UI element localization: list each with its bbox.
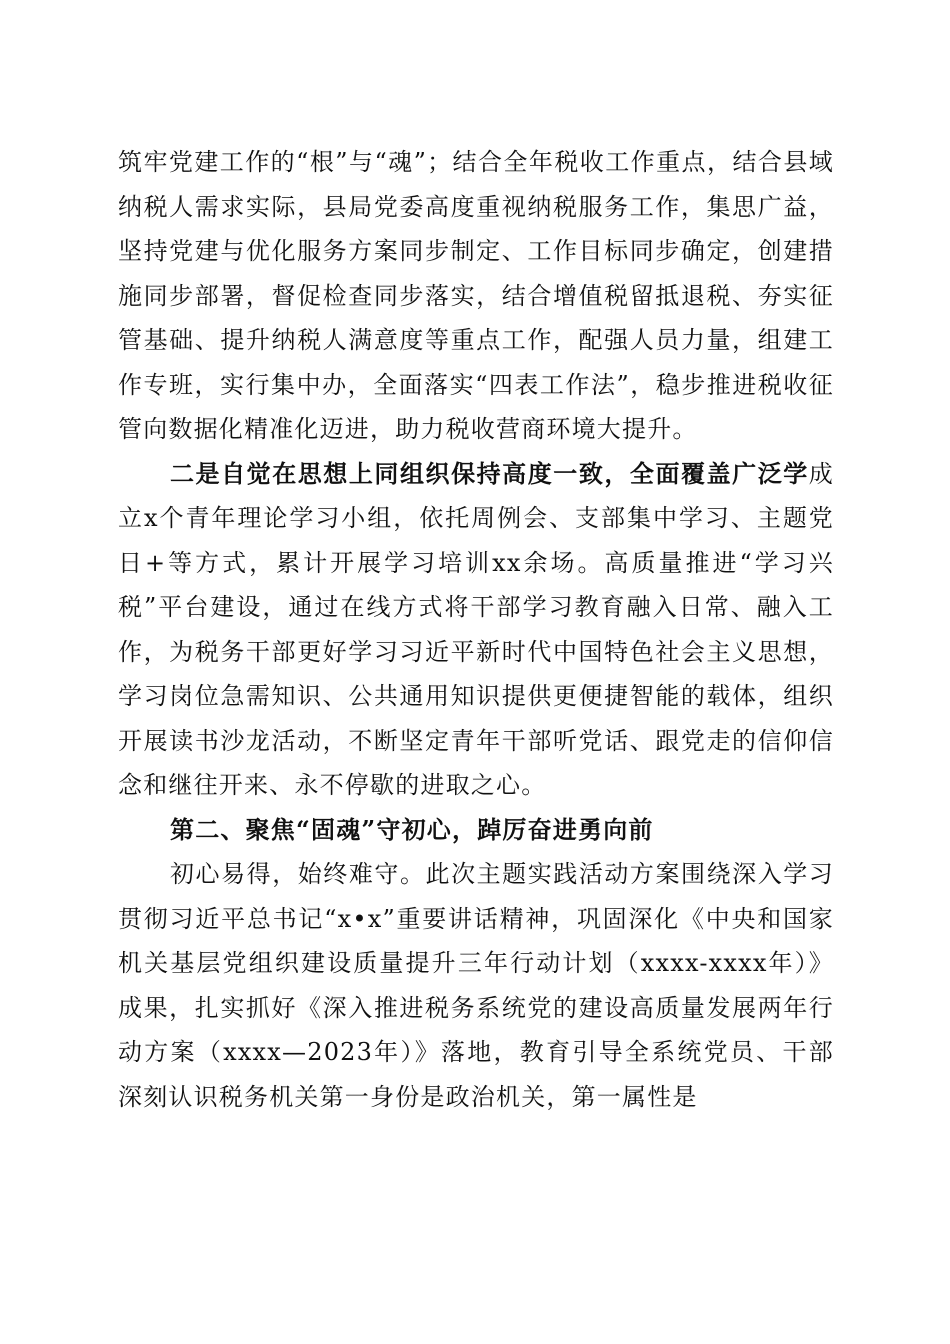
paragraph-2-lead: 二是自觉在思想上同组织保持高度一致，全面覆盖广泛学 [170,458,809,488]
paragraph-3: 初心易得，始终难守。此次主题实践活动方案围绕深入学习贯彻习近平总书记“x•x”重要讲话精神，巩固深化《中央和国家机关基层党组织建设质量提升三年行动计划（xxxx-xxxx年）》成果，扎实抓好《深入推进税务系统党的建设高质量发展两年行动方案（xxxx—2023年）》落地，教育引导全系统党员、干部深刻认识税务机关第一身份是政治机关，第一属性是 [118,860,834,1111]
section-heading: 第二、聚焦“固魂”守初心，踔厉奋进勇向前 [170,814,654,844]
paragraph-2 [118,452,834,808]
paragraph-2-body: 成立x个青年理论学习小组，依托周例会、支部集中学习、主题党日+等方式，累计开展学习培训xx余场。高质量推进“学习兴税”平台建设，通过在线方式将干部学习教育融入日常、融入工作，为税务干部更好学习习近平新时代中国特色社会主义思想，学习岗位急需知识、公共通用知识提供更便捷智能的载体，组织开展读书沙龙活动，不断坚定青年干部听党话、跟党走的信仰信念和继往开来、永不停歇的进取之心。 [118,459,834,799]
paragraph-1: 筑牢党建工作的“根”与“魂”；结合全年税收工作重点，结合县域纳税人需求实际，县局党委高度重视纳税服务工作，集思广益，坚持党建与优化服务方案同步制定、工作目标同步确定，创建措施同步部署，督促检查同步落实，结合增值税留抵退税、夯实征管基础、提升纳税人满意度等重点工作，配强人员力量，组建工作专班，实行集中办，全面落实“四表工作法”，稳步推进税收征管向数据化精准化迈进，助力税收营商环境大提升。 [118,148,834,443]
document-body [118,140,834,1119]
